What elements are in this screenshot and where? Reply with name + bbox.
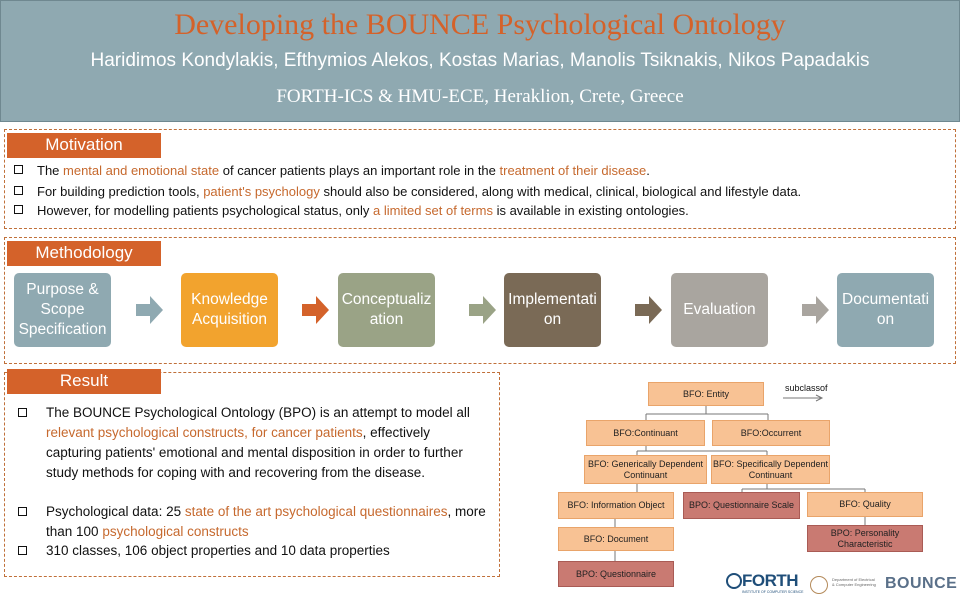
step-documentation: Documentati on	[837, 273, 934, 347]
result-bullet-1: The BOUNCE Psychological Ontology (BPO) is an attempt to model all relevant psychological constructs, for cancer patients, effectively capturing patients' emotional and mental disposition in order to further study methods for coping with and recovering from the disease.	[18, 403, 488, 483]
hmu-seal-icon	[810, 576, 828, 594]
forth-globe-icon	[726, 573, 742, 589]
affiliation: FORTH-ICS & HMU-ECE, Heraklion, Crete, Greece	[276, 86, 684, 107]
step-knowledge-acquisition: Knowledge Acquisition	[181, 273, 278, 347]
hmu-logo: Department of Electrical & Computer Engineering	[810, 574, 880, 596]
step-evaluation: Evaluation	[671, 273, 768, 347]
node-bpo-personality: BPO: Personality Characteristic	[807, 525, 923, 552]
node-bfo-quality: BFO: Quality	[807, 492, 923, 517]
bounce-logo: BOUNCE	[885, 575, 958, 592]
motivation-bullet-2: For building prediction tools, patient's psychology should also be considered, along with medical, clinical, biological and lifestyle data.	[14, 183, 801, 201]
node-bfo-entity: BFO: Entity	[648, 382, 764, 406]
methodology-heading: Methodology	[7, 241, 161, 266]
step-implementation: Implementati on	[504, 273, 601, 347]
motivation-bullet-3: However, for modelling patients psychological status, only a limited set of terms is available in existing ontologies.	[14, 202, 689, 220]
node-bfo-specifically-dependent: BFO: Specifically Dependent Continuant	[711, 455, 830, 484]
node-bpo-questionnaire: BPO: Questionnaire	[558, 561, 674, 587]
node-bfo-generically-dependent: BFO: Generically Dependent Continuant	[584, 455, 707, 484]
result-bullet-3: 310 classes, 106 object properties and 10 data properties	[18, 541, 488, 561]
node-bpo-questionnaire-scale: BPO: Questionnaire Scale	[683, 492, 800, 519]
paper-title: Developing the BOUNCE Psychological Ontology	[174, 8, 786, 41]
node-bfo-occurrent: BFO:Occurrent	[712, 420, 830, 446]
result-heading: Result	[7, 369, 161, 394]
step-conceptualization: Conceptualiz ation	[338, 273, 435, 347]
node-bfo-information-object: BFO: Information Object	[558, 492, 674, 519]
node-bfo-continuant: BFO:Continuant	[586, 420, 705, 446]
authors: Haridimos Kondylakis, Efthymios Alekos, Kostas Marias, Manolis Tsiknakis, Nikos Papadakis	[90, 50, 870, 71]
result-bullet-2: Psychological data: 25 state of the art psychological questionnaires, more than 100 psychological constructs	[18, 502, 488, 542]
motivation-heading: Motivation	[7, 133, 161, 158]
motivation-bullet-1: The mental and emotional state of cancer patients plays an important role in the treatment of their disease.	[14, 162, 650, 180]
forth-logo: FORTH INSTITUTE OF COMPUTER SCIENCE	[726, 571, 798, 597]
step-purpose-scope: Purpose & Scope Specification	[14, 273, 111, 347]
diagram-legend: subclassof	[785, 383, 828, 393]
node-bfo-document: BFO: Document	[558, 527, 674, 551]
